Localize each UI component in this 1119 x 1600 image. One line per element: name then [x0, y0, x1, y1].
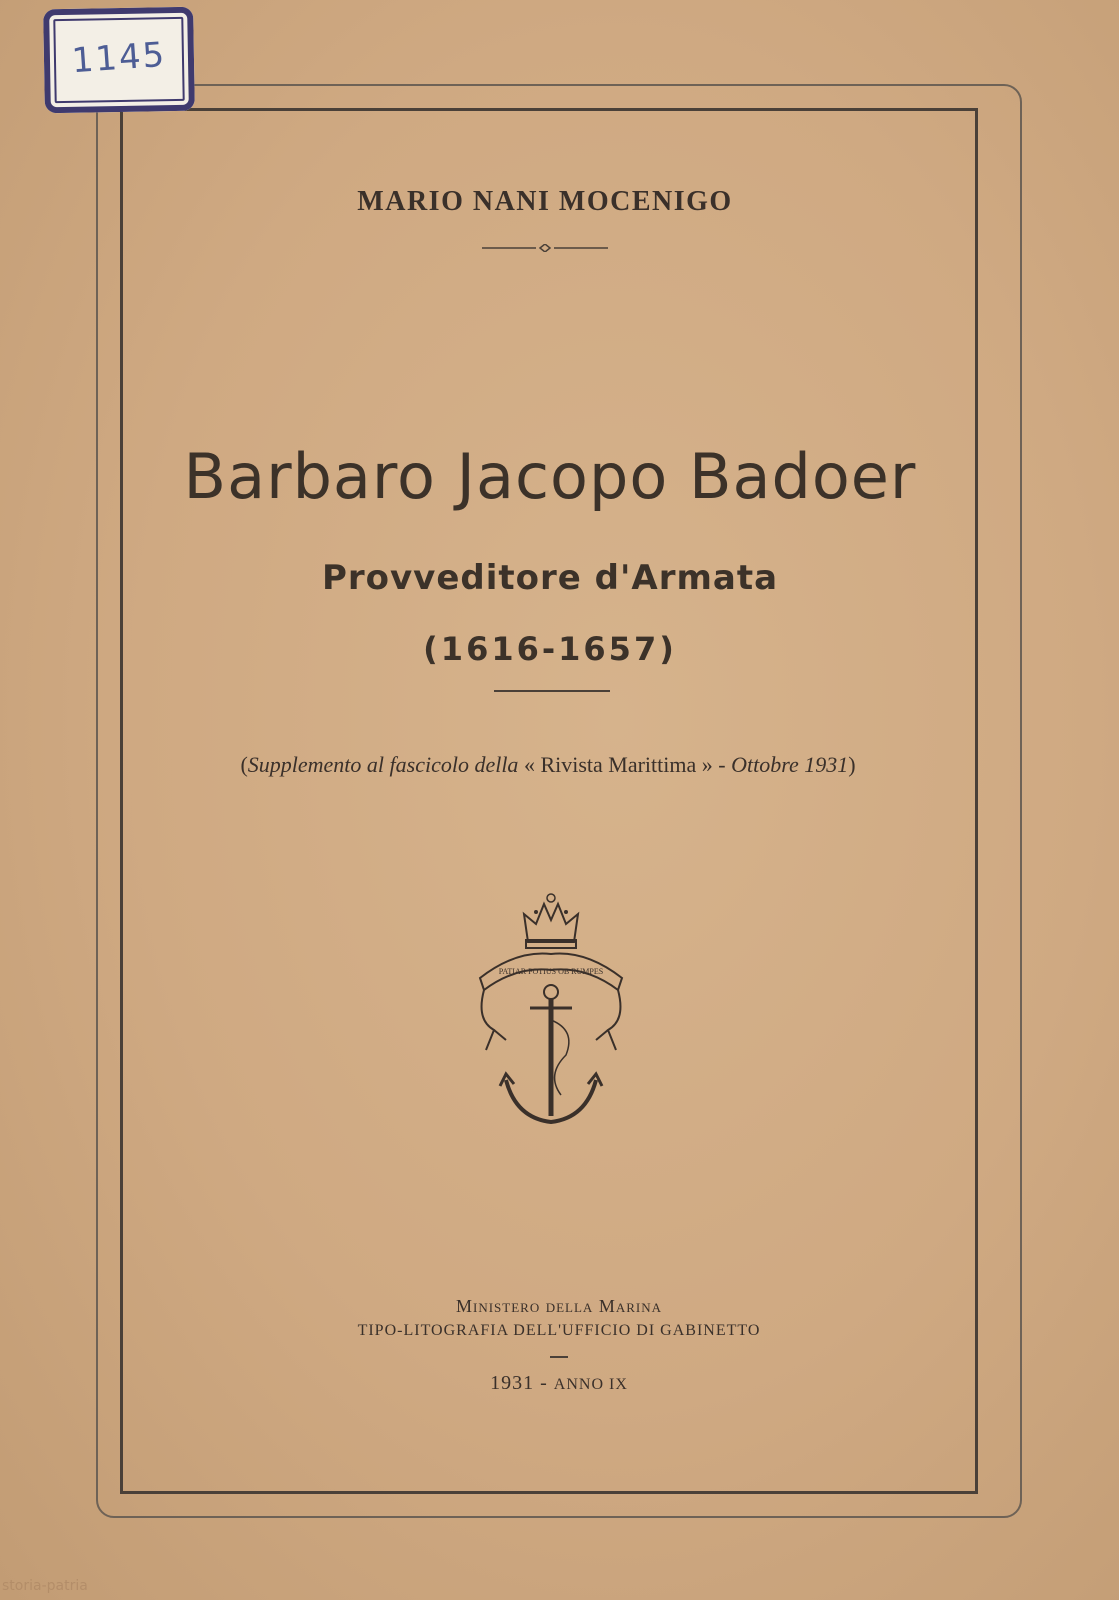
supplement-journal: « Rivista Marittima » -	[518, 752, 732, 777]
year-era: ANNO IX	[553, 1376, 628, 1393]
printer-name: TIPO-LITOGRAFIA DELL'UFFICIO DI GABINETTO	[357, 1322, 761, 1339]
publisher-name: Ministero della Marina	[456, 1296, 662, 1316]
emblem-motto: PATIAR POTIUS OB RUMPES	[498, 967, 604, 976]
library-label-number: 1145	[70, 34, 168, 82]
library-label	[43, 7, 195, 114]
year-number: 1931 -	[490, 1372, 554, 1394]
supplement-date: Ottobre 1931	[731, 752, 849, 777]
book-title: Barbaro Jacopo Badoer	[183, 440, 917, 513]
supplement-text-italic: Supplemento al fascicolo della	[247, 752, 519, 777]
book-dates: (1616-1657)	[423, 630, 677, 668]
title-rule	[494, 690, 610, 692]
author-name: MARIO NANI MOCENIGO	[357, 186, 733, 217]
supplement-close-paren: )	[848, 752, 856, 777]
imprint-rule	[550, 1356, 568, 1358]
supplement-open-paren: (	[240, 752, 248, 777]
ornament-divider-icon	[482, 244, 608, 252]
book-subtitle: Provveditore d'Armata	[321, 558, 779, 598]
watermark-text: storia-patria	[2, 1578, 88, 1594]
publication-year	[0, 1372, 1118, 1395]
supplement-note	[0, 752, 1096, 778]
inner-frame-border	[120, 108, 978, 1494]
anchor-crown-emblem-icon	[466, 890, 636, 1140]
